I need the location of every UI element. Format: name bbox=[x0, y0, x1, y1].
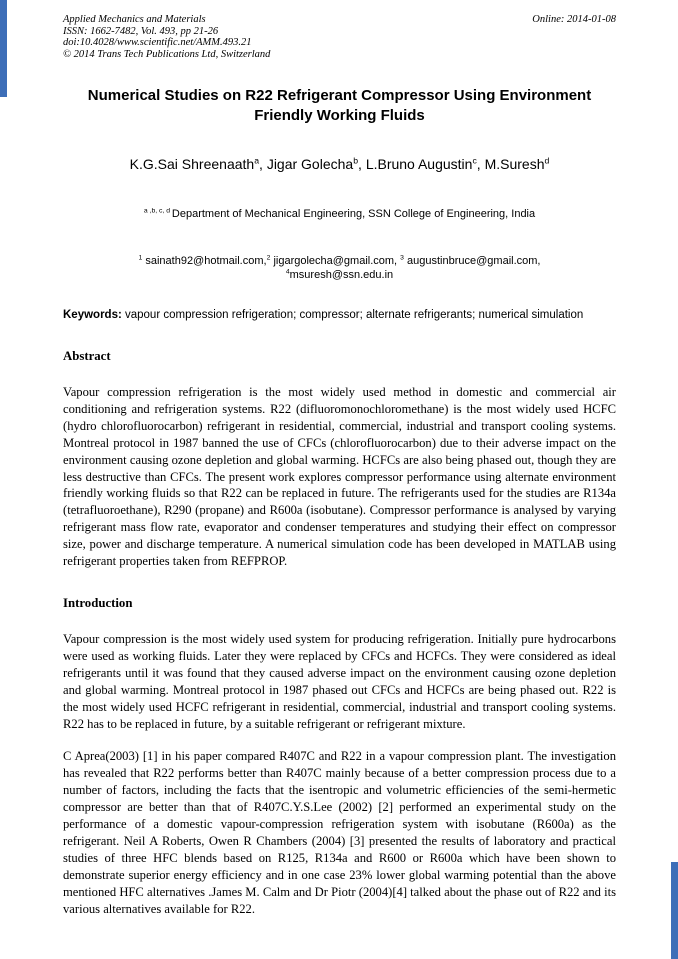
journal-info-block bbox=[63, 14, 270, 60]
keywords-text: vapour compression refrigeration; compressor; alternate refrigerants; numerical simulation bbox=[121, 309, 584, 321]
email-address: augustinbruce@gmail.com, bbox=[403, 255, 541, 267]
journal-title: Applied Mechanics and Materials bbox=[63, 14, 206, 25]
emails-block bbox=[63, 254, 616, 282]
author-affil-marker: d bbox=[544, 155, 550, 166]
doi-line: doi:10.4028/www.scientific.net/AMM.493.21 bbox=[63, 37, 252, 48]
abstract-paragraph: Vapour compression refrigeration is the most widely used method in domestic and commercial air conditioning and refrigeration systems. R22 (difluoromonochloromethane) is the most widely used HCFC (hydro chlorofluorocarbon) refrigerant in residential, commercial, industrial and transport cooling systems. Montreal protocol in 1987 banned the use of CFCs (chlorofluorocarbon) due to their adverse impact on the environment causing ozone depletion and global warming. HCFCs are also being phased out, though they are less destructive than CFCs. The present work explores compressor performance using alternate environment friendly working fluids so that R22 can be replaced in future. The refrigerants used for the studies are R134a (tetrafluoroethane), R290 (propane) and R600a (isobutane). Compressor performance is analysed by varying refrigerant mass flow rate, evaporator and condenser temperatures and studying their effect on compressor size, power and discharge temperature. A numerical simulation code has been developed in MATLAB using refrigerant properties taken from REFPROP. bbox=[63, 385, 616, 569]
email-address: jigargolecha@gmail.com, bbox=[270, 255, 401, 267]
author-affil-marker: b bbox=[353, 155, 359, 166]
affiliation-text: Department of Mechanical Engineering, SSN College of Engineering, India bbox=[171, 208, 536, 220]
email-marker: 2 bbox=[266, 254, 271, 262]
author-affil-marker: c bbox=[472, 155, 477, 166]
introduction-paragraph: Vapour compression is the most widely used system for producing refrigeration. Initially pure hydrocarbons were used as working fluids. Later they were replaced by CFCs and HCFCs. They were considered as ideal refrigerants until it was found that they caused adverse impact on the environment causing ozone depletion and global warming. Montreal protocol in 1987 phased out CFCs and HCFCs are being phased out. R22 is the most widely used HCFC refrigerant in residential, commercial, industrial and transport cooling systems. R22 has to be replaced in future, by a suitable refrigerant or refrigerant mixture. bbox=[63, 631, 616, 731]
section-introduction bbox=[63, 596, 616, 918]
author-name: L.Bruno Augustin bbox=[365, 156, 473, 172]
online-date: Online: 2014-01-08 bbox=[532, 14, 616, 25]
paper-title: Numerical Studies on R22 Refrigerant Compressor Using Environment Friendly Working Fluids bbox=[87, 87, 592, 124]
author-name: K.G.Sai Shreenaath bbox=[129, 156, 255, 172]
author-separator: , bbox=[259, 156, 267, 172]
journal-header bbox=[63, 14, 616, 60]
issn-volume-line: ISSN: 1662-7482, Vol. 493, pp 21-26 bbox=[63, 25, 219, 37]
email-marker: 4 bbox=[285, 268, 290, 276]
section-abstract bbox=[63, 349, 616, 570]
emails-line-1 bbox=[63, 254, 616, 268]
author-separator: , bbox=[358, 156, 366, 172]
email-marker: 3 bbox=[400, 254, 404, 262]
author-affil-marker: a bbox=[254, 155, 260, 166]
authors-line bbox=[63, 156, 616, 172]
affiliation-markers: a ,b, c, d bbox=[143, 207, 172, 215]
introduction-paragraph: C Aprea(2003) [1] in his paper compared R407C and R22 in a vapour compression plant. The investigation has revealed that R22 performs better than R407C mainly because of a better compression process due to a number of factors, including the facts that the isentropic and volumetric efficiencies of the semi-hermetic compressor are better than that of R407C.Y.S.Lee (2002) [2] performed an experimental study on the performance of a domestic vapour-compression refrigeration system with isobutane (R600a) as the refrigerant. Neil A Roberts, Owen R Chambers (2004) [3] presented the results of laboratory and practical studies of three HFC blends based on R125, R134a and R600 or R600a which have been shown to demonstrate superior energy efficiency and in one case 23% lower global warming potential than the above mentioned HFC alternatives .James M. Calm and Dr Piotr (2004)[4] talked about the phase out of R22 and its various alternatives available for R22. bbox=[63, 749, 616, 916]
keywords-label: Keywords: bbox=[63, 309, 122, 321]
email-address: sainath92@hotmail.com, bbox=[142, 255, 267, 267]
email-address: msuresh@ssn.edu.in bbox=[289, 269, 394, 281]
keywords-paragraph bbox=[63, 308, 616, 323]
copyright-line: © 2014 Trans Tech Publications Ltd, Switzerland bbox=[63, 48, 271, 60]
emails-line-2 bbox=[63, 268, 616, 282]
section-heading: Abstract bbox=[63, 349, 111, 363]
author-separator: , bbox=[476, 156, 485, 172]
email-marker: 1 bbox=[138, 254, 143, 262]
author-name: M.Suresh bbox=[484, 156, 545, 172]
section-heading: Introduction bbox=[63, 595, 133, 610]
author-name: Jigar Golecha bbox=[266, 156, 354, 172]
affiliation-line bbox=[63, 208, 616, 220]
